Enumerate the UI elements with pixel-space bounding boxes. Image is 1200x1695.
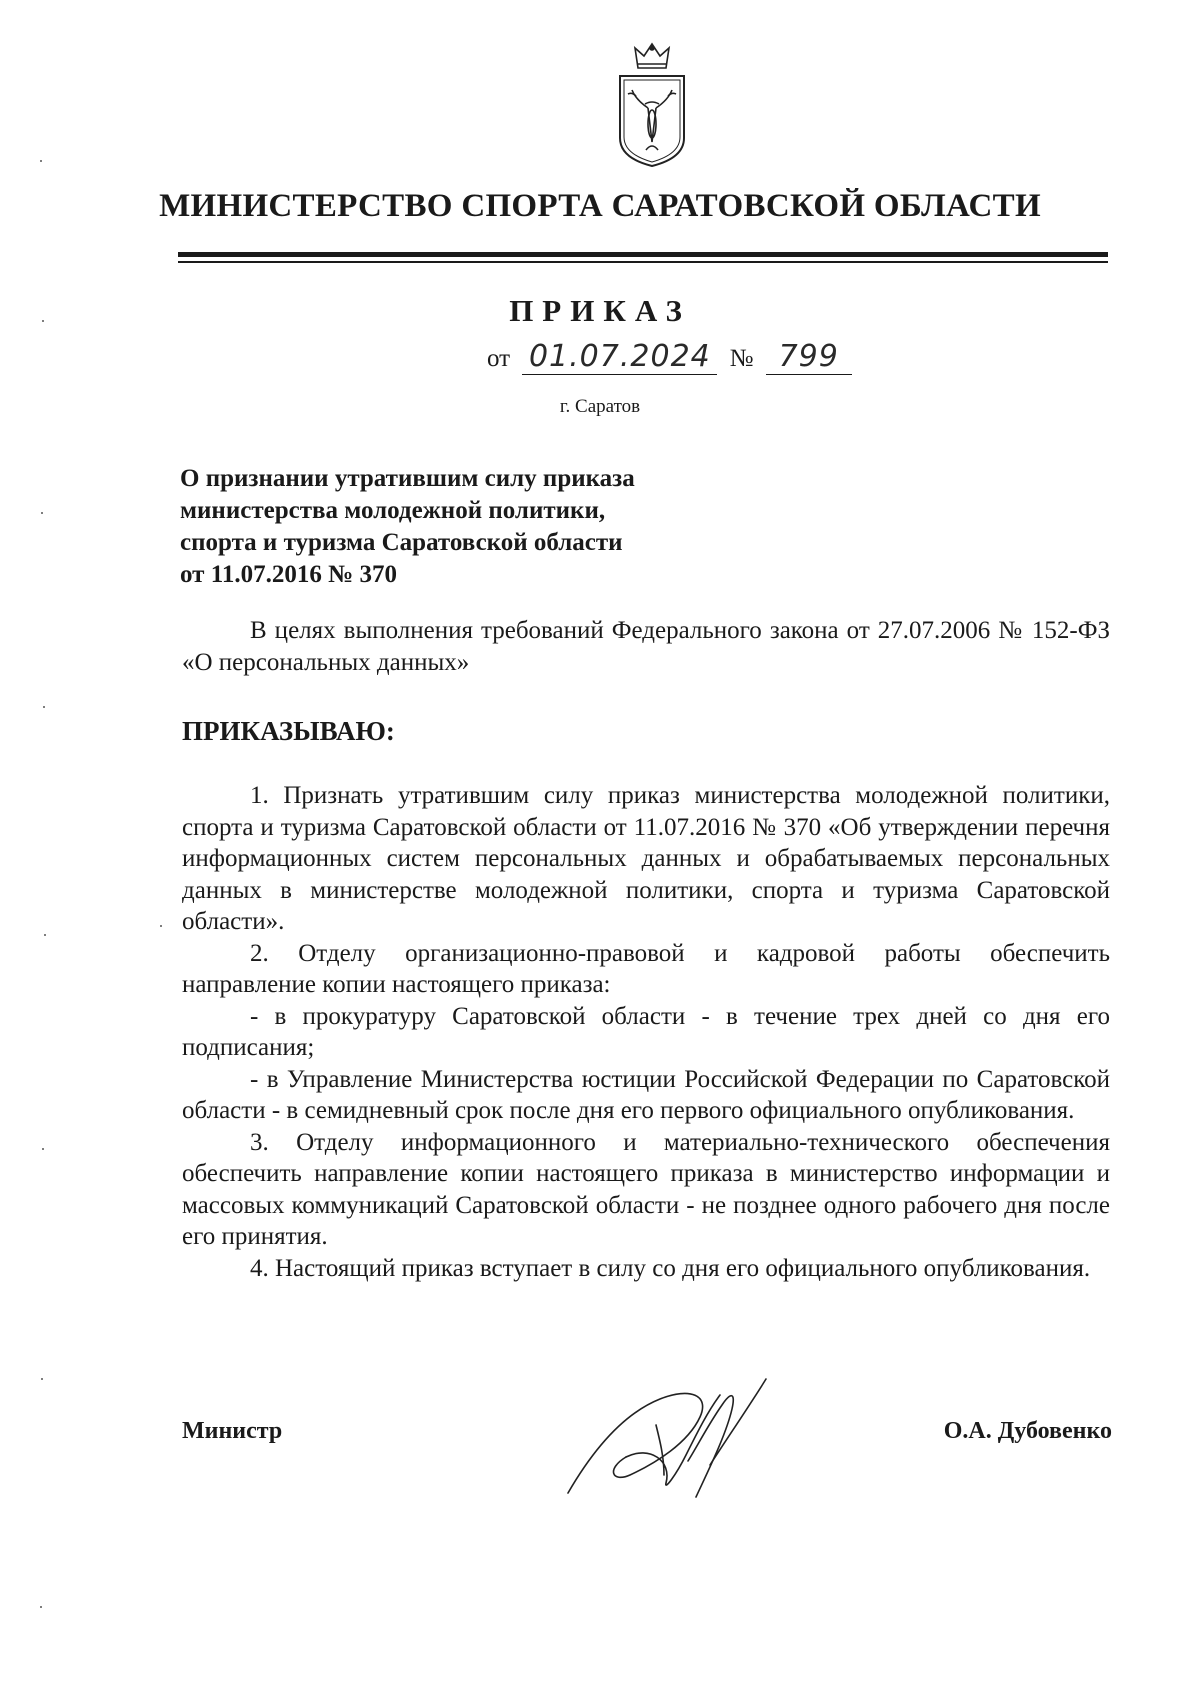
ministry-name: МИНИСТЕРСТВО СПОРТА САРАТОВСКОЙ ОБЛАСТИ (159, 188, 1041, 224)
order-date-line (487, 340, 852, 375)
handwritten-date: 01.07.2024 (522, 340, 717, 375)
order-item-2: 2. Отделу организационно-правовой и кадровой работы обеспечить направление копии настоящего приказа: (182, 939, 1110, 998)
order-subitem: - в Управление Министерства юстиции Российской Федерации по Саратовской области - в семидневный срок после дня его первого официального опубликования. (182, 1065, 1110, 1124)
order-word: ПРИКАЗЫВАЮ: (182, 716, 395, 746)
handwritten-signature (560, 1365, 800, 1505)
scan-speck (41, 512, 43, 514)
handwritten-number: 799 (766, 340, 852, 375)
signatory-name: О.А. Дубовенко (943, 1418, 1112, 1444)
scan-speck (42, 1148, 44, 1150)
preamble-text: В целях выполнения требований Федерального закона от 27.07.2006 № 152-ФЗ «О персональных данных» (182, 617, 1110, 676)
date-label: от (487, 345, 511, 372)
order-item-1: 1. Признать утратившим силу приказ министерства молодежной политики, спорта и туризма Саратовской области от 11.07.2016 № 370 «Об утверждении перечня информационных систем персональных данных и обрабатываемых персональных данных в министерстве молодежной политики, спорта и туризма Саратовской области». (182, 782, 1110, 935)
saratov-coat-of-arms-icon (614, 42, 690, 170)
order-item-4: 4. Настоящий приказ вступает в силу со дня его официального опубликования. (250, 1254, 1091, 1282)
scan-speck (40, 160, 42, 162)
order-subitem: - в прокуратуру Саратовской области - в течение трех дней со дня его подписания; (182, 1002, 1110, 1061)
scan-speck (44, 934, 46, 936)
subject-line: министерства молодежной политики, (180, 497, 606, 524)
header-divider-thin (178, 261, 1108, 263)
number-label: № (729, 345, 754, 372)
order-item-3: 3. Отделу информационного и материально-технического обеспечения обеспечить направление копии настоящего приказа в министерство информации и массовых коммуникаций Саратовской области - не позднее одного рабочего дня после его принятия. (182, 1128, 1110, 1250)
scan-speck (41, 1378, 43, 1380)
subject-line: О признании утратившим силу приказа (180, 465, 635, 492)
preamble (182, 615, 1110, 678)
scan-speck (160, 925, 162, 927)
header-divider (178, 252, 1108, 257)
order-subject (180, 463, 740, 591)
city: г. Саратов (559, 396, 641, 417)
scan-speck (43, 706, 45, 708)
signatory-title: Министр (182, 1418, 283, 1444)
order-items (182, 780, 1110, 1284)
document-type: ПРИКАЗ (509, 293, 691, 328)
subject-line: спорта и туризма Саратовской области (180, 529, 623, 556)
scan-speck (40, 1606, 42, 1608)
subject-line: от 11.07.2016 № 370 (180, 561, 397, 588)
